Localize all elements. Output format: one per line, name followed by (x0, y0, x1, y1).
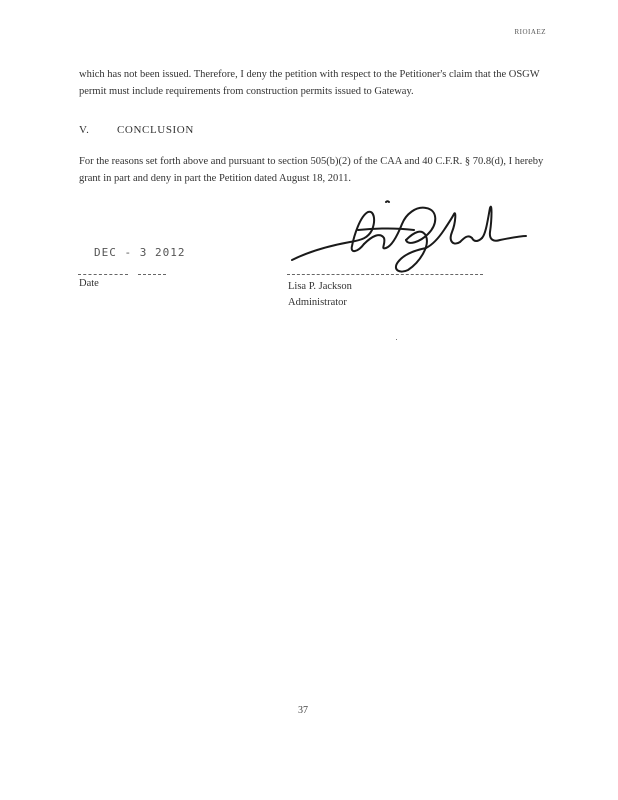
conclusion-paragraph: For the reasons set forth above and pursuant to section 505(b)(2) of the CAA and 40 C.F.R. § 70.8(d), I hereby grant in part and deny in part the Petition dated August 18, 2011. (79, 156, 544, 184)
section-heading (79, 124, 194, 136)
signer-title: Administrator (288, 297, 347, 308)
handwritten-signature (288, 188, 528, 278)
section-number: V. (79, 124, 90, 136)
paragraph-continuation: which has not been issued. Therefore, I deny the petition with respect to the Petitioner's claim that the OSGW permit must include requirements from construction permits issued to Gateway. (79, 69, 540, 97)
date-line-segment (138, 274, 166, 275)
section-title: CONCLUSION (117, 124, 194, 136)
signature-line (287, 274, 483, 275)
page-number: 37 (298, 705, 308, 716)
document-id: RIOIAEZ (514, 28, 546, 36)
signer-name: Lisa P. Jackson (288, 281, 352, 292)
date-stamp: DEC - 3 2012 (94, 246, 186, 259)
date-line (78, 274, 128, 275)
scan-speck (396, 339, 397, 340)
date-label: Date (79, 278, 99, 289)
